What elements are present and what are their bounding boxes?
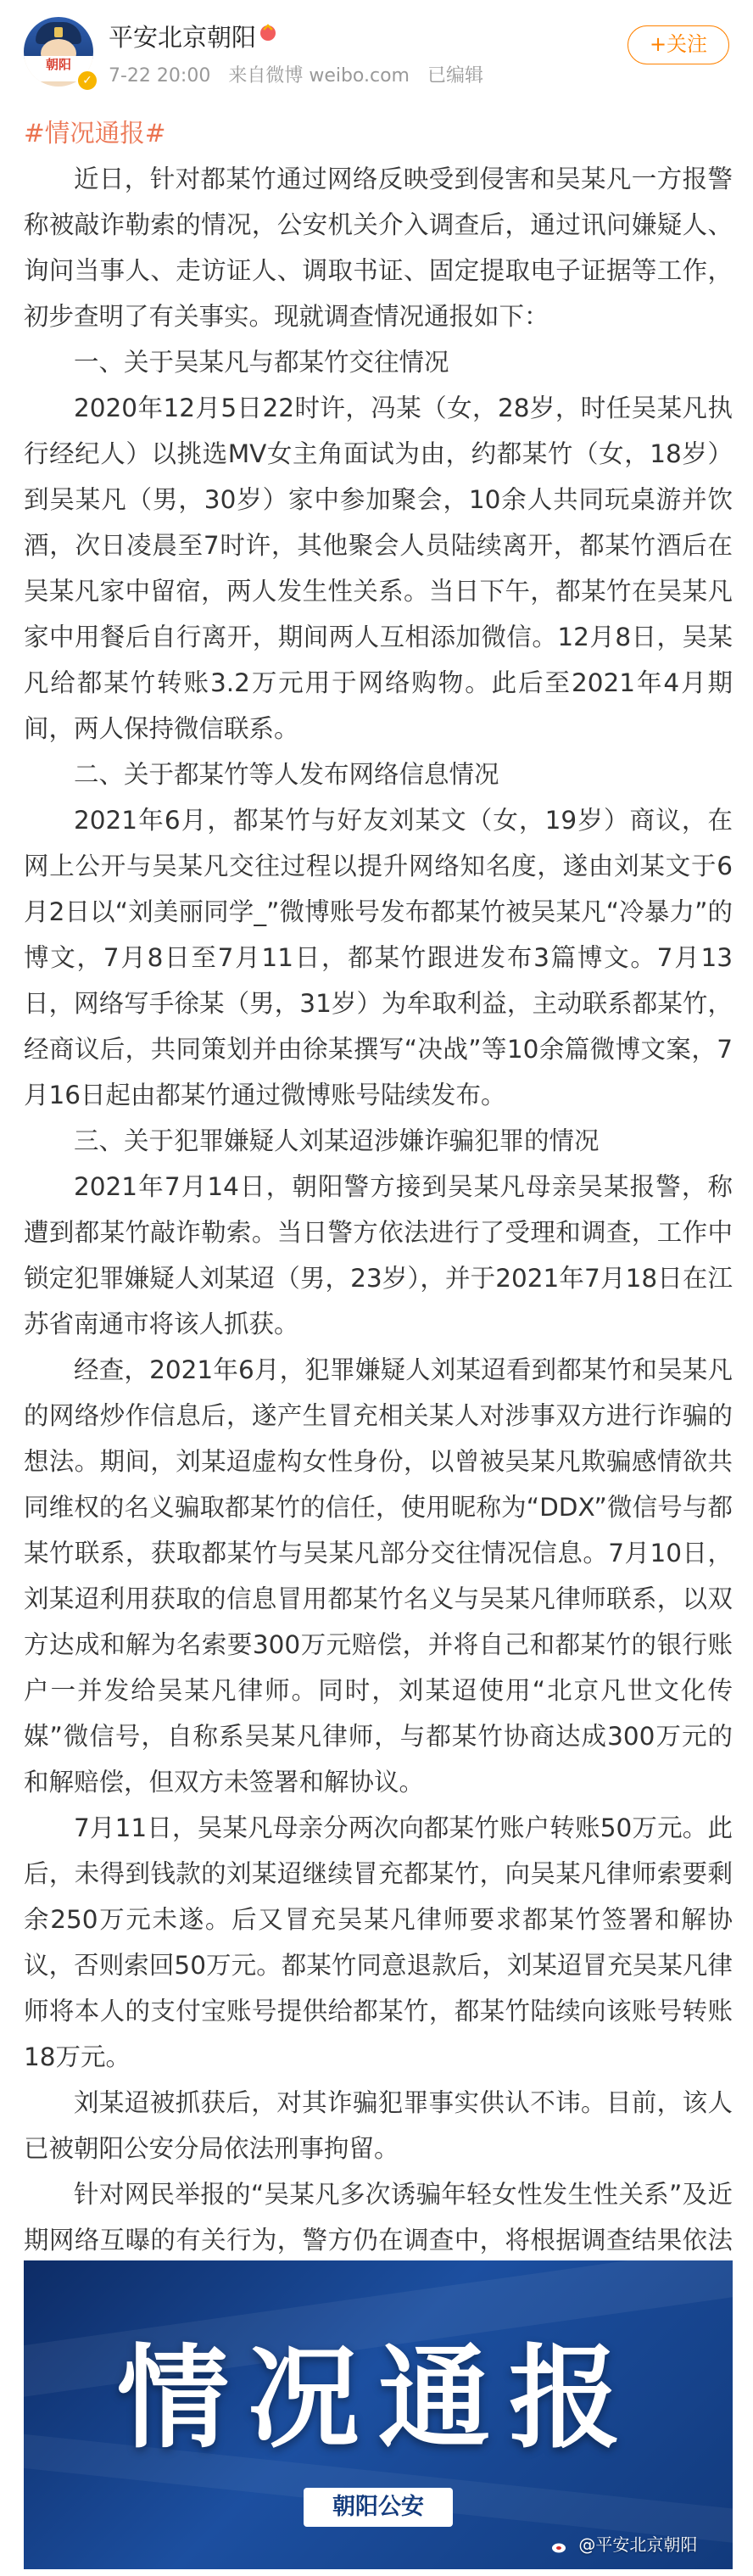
post-image-banner[interactable]	[24, 2260, 733, 2569]
banner-title: 情况通报	[117, 2333, 639, 2464]
post-paragraph: 近日，针对都某竹通过网络反映受到侵害和吴某凡一方报警称被敲诈勒索的情况，公安机关介入调查后，通过讯问嫌疑人、询问当事人、走访证人、调取书证、固定提取电子证据等工作，初步查明了有关事实。现就调查情况通报如下：	[24, 165, 733, 331]
post-content	[24, 110, 733, 2309]
verified-icon: ✓	[76, 70, 98, 92]
section-heading: 三、关于犯罪嫌疑人刘某迢涉嫌诈骗犯罪的情况	[74, 1126, 600, 1155]
hashtag-link[interactable]: #情况通报#	[24, 119, 166, 148]
username[interactable]: 平安北京朝阳	[109, 23, 257, 52]
watermark-text: @平安北京朝阳	[578, 2534, 698, 2555]
police-badge-icon	[54, 27, 63, 37]
avatar-text: 朝阳	[24, 56, 93, 81]
post-paragraph: 2021年6月，都某竹与好友刘某文（女，19岁）商议，在网上公开与吴某凡交往过程以提升网络知名度，遂由刘某文于6月2日以“刘美丽同学_”微博账号发布都某竹被吴某凡“冷暴力”的博文，7月8日至7月11日，都某竹跟进发布3篇博文。7月13日，网络写手徐某（男，31岁）为牟取利益，主动联系都某竹，经商议后，共同策划并由徐某撰写“决战”等10余篇微博文案，7月16日起由都某竹通过微博账号陆续发布。	[24, 806, 733, 1109]
follow-button[interactable]: +关注	[628, 25, 729, 64]
section-heading: 一、关于吴某凡与都某竹交往情况	[74, 348, 449, 377]
post-paragraph: 2020年12月5日22时许，冯某（女，28岁，时任吴某凡执行经纪人）以挑选MV女主角面试为由，约都某竹（女，18岁）到吴某凡（男，30岁）家中参加聚会，10余人共同玩桌游并饮酒，次日凌晨至7时许，其他聚会人员陆续离开，都某竹酒后在吴某凡家中留宿，两人发生性关系。当日下午，都某竹在吴某凡家中用餐后自行离开，期间两人互相添加微信。12月8日，吴某凡给都某竹转账3.2万元用于网络购物。此后至2021年4月期间，两人保持微信联系。	[24, 394, 733, 743]
post-meta	[109, 61, 495, 87]
image-watermark	[551, 2531, 697, 2556]
post-paragraph: 刘某迢被抓获后，对其诈骗犯罪事实供认不讳。目前，该人已被朝阳公安分局依法刑事拘留。	[24, 2088, 733, 2163]
post-paragraph: 7月11日，吴某凡母亲分两次向都某竹账户转账50万元。此后，未得到钱款的刘某迢继续冒充都某竹，向吴某凡律师索要剩余250万元未遂。后又冒充吴某凡律师要求都某竹签署和解协议，否则索回50万元。都某竹同意退款后，刘某迢冒充吴某凡律师将本人的支付宝账号提供给都某竹，都某竹陆续向该账号转账18万元。	[24, 1813, 733, 2071]
post-paragraph: 经查，2021年6月，犯罪嫌疑人刘某迢看到都某竹和吴某凡的网络炒作信息后，遂产生冒充相关某人对涉事双方进行诈骗的想法。期间，刘某迢虚构女性身份，以曾被吴某凡欺骗感情欲共同维权的名义骗取都某竹的信任，使用昵称为“DDX”微信号与都某竹联系，获取都某竹与吴某凡部分交往情况信息。7月10日，刘某迢利用获取的信息冒用都某竹名义与吴某凡律师联系，以双方达成和解为名索要300万元赔偿，并将自己和都某竹的银行账户一并发给吴某凡律师。同时，刘某迢使用“北京凡世文化传媒”微信号，自称系吴某凡律师，与都某竹协商达成300万元的和解赔偿，但双方未签署和解协议。	[24, 1355, 733, 1796]
vip-icon	[258, 22, 278, 42]
post-paragraph: 针对网民举报的“吴某凡多次诱骗年轻女性发生性关系”及近期网络互曝的有关行为，警方仍在调查中，将根据调查结果依法	[24, 2180, 733, 2255]
post-source[interactable]: 来自微博 weibo.com	[228, 65, 410, 87]
edited-label: 已编辑	[427, 65, 483, 87]
post-header	[0, 0, 753, 102]
post-paragraph: 2021年7月14日，朝阳警方接到吴某凡母亲吴某报警，称遭到都某竹敲诈勒索。当日警方依法进行了受理和调查，工作中锁定犯罪嫌疑人刘某迢（男，23岁），并于2021年7月18日在江苏省南通市将该人抓获。	[24, 1172, 733, 1338]
section-heading: 二、关于都某竹等人发布网络信息情况	[74, 760, 499, 789]
post-date: 7-22 20:00	[109, 65, 211, 87]
banner-subtitle: 朝阳公安	[304, 2488, 453, 2527]
weibo-logo-icon	[551, 2540, 570, 2553]
